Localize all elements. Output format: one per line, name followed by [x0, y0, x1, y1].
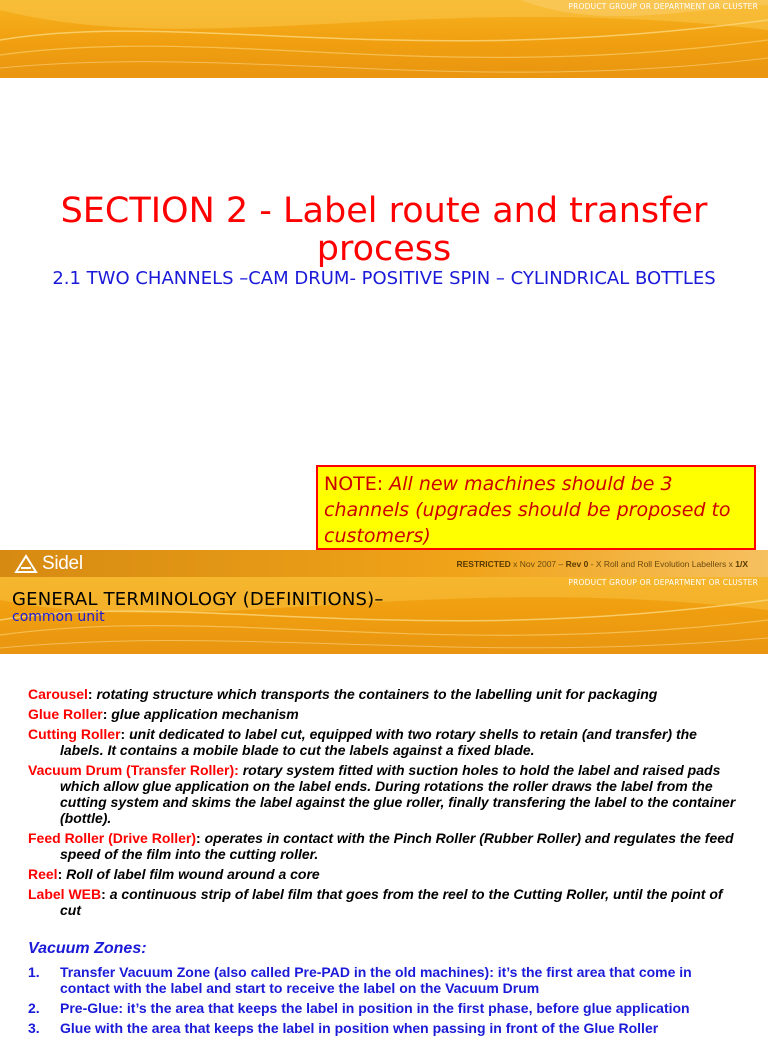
footer-doc: - X Roll and Roll Evolution Labellers x — [588, 559, 736, 569]
banner-wave-graphic — [0, 0, 768, 78]
sidel-logo — [14, 553, 83, 575]
cluster-label: PRODUCT GROUP OR DEPARTMENT OR CLUSTER — [568, 578, 758, 587]
vacuum-zones-list — [28, 964, 740, 1040]
definition-item — [28, 726, 740, 758]
page-number: 1/X — [735, 559, 748, 569]
section-subtitle: 2.1 TWO CHANNELS –CAM DRUM- POSITIVE SPIN – CYLINDRICAL BOTTLES — [52, 268, 716, 289]
definition-item — [28, 686, 740, 702]
vacuum-zone-item — [28, 1020, 740, 1036]
note-box — [316, 465, 756, 550]
definition-description: Roll of label film wound around a core — [66, 866, 320, 882]
definition-description: unit dedicated to label cut, equipped with two rotary shells to retain (and transfer) the labels. It contains a mobile blade to cut the labels against a fixed blade. — [60, 726, 697, 758]
definition-description: rotary system fitted with suction holes to hold the label and raised pads which allow glue application on the label ends. During rotations the roller draws the label from the cutting system and skims the label against the glue roller, finally transfering the label to the container (bottle). — [60, 762, 736, 826]
note-label: NOTE: — [324, 473, 390, 495]
header-banner — [0, 0, 768, 78]
revision-label: Rev 0 — [565, 559, 589, 569]
definition-term: Reel — [28, 866, 58, 882]
definition-term: Label WEB — [28, 886, 102, 902]
vacuum-zone-number: 2. — [28, 1000, 40, 1016]
vacuum-zone-text: Transfer Vacuum Zone (also called Pre-PAD in the old machines): it’s the first area that come in contact with the label and start to receive the label on the Vacuum Drum — [60, 964, 692, 996]
footer-strip — [0, 550, 768, 577]
definition-description: rotating structure which transports the containers to the labelling unit for packaging — [96, 686, 658, 702]
restricted-label: RESTRICTED — [456, 559, 511, 569]
cluster-label: PRODUCT GROUP OR DEPARTMENT OR CLUSTER — [568, 2, 758, 11]
slide-2 — [0, 550, 768, 1036]
definition-separator: : — [196, 830, 205, 846]
vacuum-zone-text: Glue with the area that keeps the label in position when passing in front of the Glue Roller — [60, 1020, 659, 1036]
vacuum-zone-text: Pre-Glue: it’s the area that keeps the label in position in the first phase, before glue application — [60, 1000, 690, 1016]
vacuum-zone-item — [28, 964, 740, 996]
definition-term: Carousel — [28, 686, 88, 702]
slide-subtitle: common unit — [12, 609, 105, 625]
vacuum-zone-item — [28, 1000, 740, 1016]
definition-item — [28, 762, 740, 826]
vacuum-zones-heading: Vacuum Zones: — [28, 940, 147, 957]
definition-separator: : — [102, 706, 112, 722]
sidel-logo-icon — [14, 554, 38, 574]
definition-term: Vacuum Drum (Transfer Roller): — [28, 762, 239, 778]
definition-term: Glue Roller — [28, 706, 103, 722]
note-text: All new machines should be 3 channels (upgrades should be proposed to customers) — [324, 473, 731, 547]
section-title: SECTION 2 - Label route and transfer process — [60, 191, 708, 269]
definition-separator: : — [120, 726, 130, 742]
header-banner — [0, 550, 768, 654]
definition-separator: : — [57, 866, 67, 882]
definition-term: Cutting Roller — [28, 726, 121, 742]
vacuum-zone-number: 3. — [28, 1020, 40, 1036]
definition-description: a continuous strip of label film that goes from the reel to the Cutting Roller, until the point of cut — [60, 886, 723, 918]
footer-info — [456, 559, 748, 569]
vacuum-zone-number: 1. — [28, 964, 40, 980]
definition-item — [28, 706, 740, 722]
definition-description: operates in contact with the Pinch Roller (Rubber Roller) and regulates the feed speed of the film into the cutting roller. — [60, 830, 734, 862]
definition-item — [28, 886, 740, 918]
definition-description: glue application mechanism — [111, 706, 299, 722]
definition-item — [28, 866, 740, 882]
logo-text: Sidel — [42, 553, 83, 574]
definition-term: Feed Roller (Drive Roller) — [28, 830, 197, 846]
definitions-list — [28, 686, 740, 922]
footer-date: x Nov 2007 – — [510, 559, 566, 569]
definition-separator: : — [87, 686, 97, 702]
definition-item — [28, 830, 740, 862]
slide-title: GENERAL TERMINOLOGY (DEFINITIONS)– — [12, 589, 384, 610]
definition-separator: : — [101, 886, 110, 902]
